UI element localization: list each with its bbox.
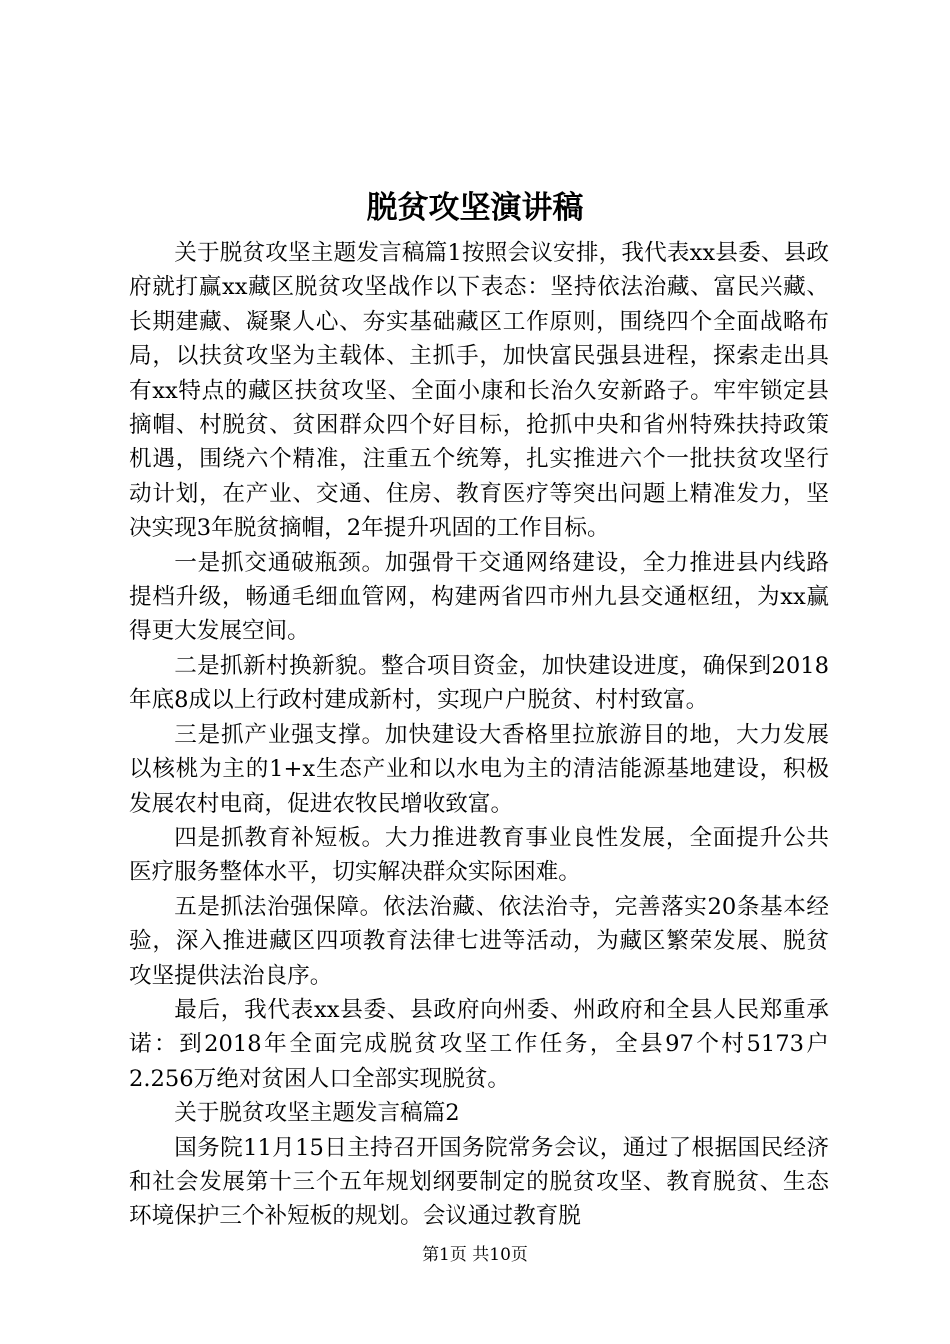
paragraph-rule-of-law: 五是抓法治强保障。依法治藏、依法治寺，完善落实20条基本经验，深入推进藏区四项教育法律七进等活动，为藏区繁荣发展、脱贫攻坚提供法治良序。 [129, 893, 829, 989]
paragraph-industry: 三是抓产业强支撑。加快建设大香格里拉旅游目的地，大力发展以核桃为主的1+x生态产业和以水电为主的清洁能源基地建设，积极发展农村电商，促进农牧民增收致富。 [129, 721, 829, 817]
paragraph-intro: 关于脱贫攻坚主题发言稿篇1按照会议安排，我代表xx县委、县政府就打赢xx藏区脱贫攻坚战作以下表态：坚持依法治藏、富民兴藏、长期建藏、凝聚人心、夯实基础藏区工作原则，围绕四个全面战略布局，以扶贫攻坚为主载体、主抓手，加快富民强县进程，探索走出具有xx特点的藏区扶贫攻坚、全面小康和长治久安新路子。牢牢锁定县摘帽、村脱贫、贫困群众四个好目标，抢抓中央和省州特殊扶持政策机遇，围绕六个精准，注重五个统筹，扎实推进六个一批扶贫攻坚行动计划，在产业、交通、住房、教育医疗等突出问题上精准发力，坚决实现3年脱贫摘帽，2年提升巩固的工作目标。 [129, 240, 829, 542]
document-title: 脱贫攻坚演讲稿 [366, 190, 584, 226]
paragraph-section-2: 国务院11月15日主持召开国务院常务会议，通过了根据国民经济和社会发展第十三个五年规划纲要制定的脱贫攻坚、教育脱贫、生态环境保护三个补短板的规划。会议通过教育脱 [129, 1134, 829, 1230]
paragraph-education: 四是抓教育补短板。大力推进教育事业良性发展，全面提升公共医疗服务整体水平，切实解决群众实际困难。 [129, 824, 829, 886]
paragraph-new-village: 二是抓新村换新貌。整合项目资金，加快建设进度，确保到2018年底8成以上行政村建成新村，实现户户脱贫、村村致富。 [129, 652, 829, 714]
document-body [129, 236, 829, 1234]
paragraph-commitment: 最后，我代表xx县委、县政府向州委、州政府和全县人民郑重承诺：到2018年全面完成脱贫攻坚工作任务，全县97个村5173户2.256万绝对贫困人口全部实现脱贫。 [129, 996, 829, 1092]
section-2-heading: 关于脱贫攻坚主题发言稿篇2 [174, 1100, 460, 1127]
paragraph-transport: 一是抓交通破瓶颈。加强骨干交通网络建设，全力推进县内线路提档升级，畅通毛细血管网，构建两省四市州九县交通枢纽，为xx赢得更大发展空间。 [129, 549, 829, 645]
page-number: 第1页 共10页 [422, 1245, 528, 1265]
